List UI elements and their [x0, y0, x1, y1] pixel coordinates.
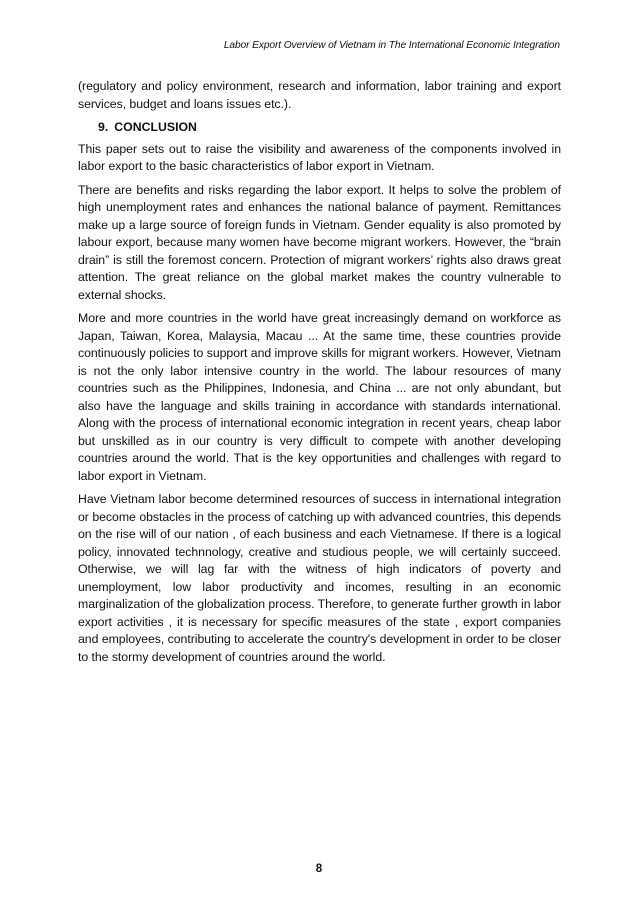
intro-fragment-paragraph: (regulatory and policy environment, research and information, labor training and export services, budget and loans issues etc.). — [78, 79, 561, 111]
section-heading — [98, 119, 561, 137]
section-number: 9. — [98, 120, 109, 134]
conclusion-paragraph-4: Have Vietnam labor become determined resources of success in international integration or become obstacles in the process of catching up with advanced countries, this depends on the rise will of our nation , of each business and each Vietnamese. If there is a logical policy, innovated technnology, creative and studious people, we will certainly succeed. Otherwise, we will lag far with the witness of high indicators of poverty and unemployment, low labor productivity and incomes, resulting in an economic marginalization of the globalization process. Therefore, to generate further growth in labor export activities , it is necessary for specific measures of the state , export companies and employees, contributing to accelerate the country's development in order to be closer to the stormy development of countries around the world. — [78, 492, 561, 664]
running-header: Labor Export Overview of Vietnam in The International Economic Integration — [223, 40, 560, 51]
conclusion-paragraph-1: This paper sets out to raise the visibility and awareness of the components involved in labor export to the basic characteristics of labor export in Vietnam. — [78, 141, 561, 173]
page-number: 8 — [315, 863, 323, 875]
conclusion-paragraph-3: More and more countries in the world have great increasingly demand on workforce as Japan, Taiwan, Korea, Malaysia, Macau ... At the same time, these countries provide continuously policies to support and improve skills for migrant workers. However, Vietnam is not the only labor intensive country in the world. The labour resources of many countries such as the Philippines, Indonesia, and China ... are not only abundant, but also have the language and skills training in accordance with standards international. Along with the process of international economic integration in recent years, cheap labor but unskilled as in our country is very difficult to compete with another developing countries around the world. That is the key opportunities and challenges with regard to labor export in Vietnam. — [78, 311, 561, 483]
section-title: CONCLUSION — [114, 120, 197, 134]
document-body — [78, 78, 561, 672]
conclusion-paragraph-2: There are benefits and risks regarding the labor export. It helps to solve the problem of high unemployment rates and enhances the national balance of payment. Remittances make up a large source of foreign funds in Vietnam. Gender equality is also promoted by labour export, because many women have become migrant workers. However, the “brain drain” is still the foremost concern. Protection of migrant workers’ rights also draws great attention. The great reliance on the global market makes the country vulnerable to external shocks. — [78, 182, 561, 302]
